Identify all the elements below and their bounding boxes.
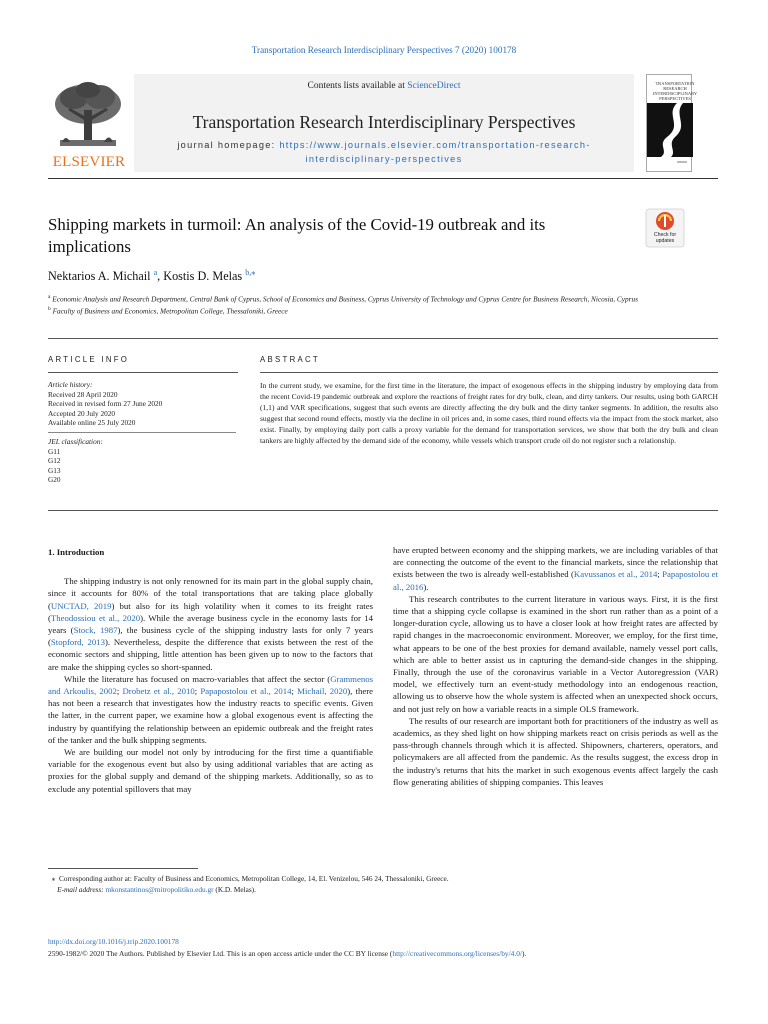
affiliation-item bbox=[48, 304, 668, 316]
affiliation-marker: a bbox=[48, 294, 51, 300]
journal-homepage bbox=[154, 138, 614, 166]
abstract-bottom-divider bbox=[48, 510, 718, 511]
homepage-label: journal homepage: bbox=[177, 140, 280, 150]
license-link[interactable]: http://creativecommons.org/licenses/by/4.0/ bbox=[392, 948, 522, 958]
abstract-rule bbox=[260, 372, 718, 373]
check-line-2: updates bbox=[655, 238, 675, 244]
jel-code: G20 bbox=[48, 475, 61, 485]
citation-link[interactable]: Theodossiou et al., 2020 bbox=[50, 612, 141, 623]
author-name: Kostis D. Melas bbox=[163, 269, 243, 284]
doi-link[interactable]: http://dx.doi.org/10.1016/j.trip.2020.100178 bbox=[48, 937, 179, 946]
affiliation-marker: b bbox=[48, 306, 51, 313]
email-suffix: (K.D. Melas). bbox=[213, 884, 256, 894]
journal-cover-thumbnail[interactable] bbox=[646, 74, 698, 172]
corresponding-author-text: Corresponding author at: Faculty of Business and Economics, Metropolitan College, 14, El. Venizelou, 546 24, Thessaloniki, Greece. bbox=[58, 874, 449, 883]
jel-label: JEL classification: bbox=[48, 436, 103, 446]
body-text: The results of our research are important both for practitioners of the industry as well as academics, as they shed light on how shipping markets react on crisis periods as well as the pass-through channels through which it is affected. Shipowners, charterers, operators, and policymakers are all affected from the pandemic. As the results suggest, the excess drop in the industry's returns that hits the market in such exogenous events affect largely the cash flow generating abilities of shipping companies. This leaves bbox=[393, 715, 718, 787]
masthead-divider bbox=[48, 178, 718, 179]
body-text: ), there has not been a research that investigates how the industry reacts to specific events. Given the latter, in the current paper, we examine how a global exogenous event is affecting the industry by quantifying the relationship between an epidemic outbreak and the freight rates of the tanker and the bulk shipping segments. bbox=[48, 686, 374, 745]
sciencedirect-link[interactable]: ScienceDirect bbox=[407, 81, 461, 91]
body-paragraph bbox=[48, 575, 373, 673]
abstract-text: In the current study, we examine, for the first time in the literature, the impact of exogenous effects in the shipping industry by employing data from the recent Covid-19 pandemic outbreak and explore the reactions of freight rates for dry bulk, clean, and dirty tankers. Our results, using both GARCH (1,1) and VAR specifications, suggest that such events are directly affecting the dry bulk and the dirty tanker segments. In addition, the results also suggest that second round effects, mostly via the decline in oil prices and, in some cases, third round effects via the impact from the stock market, also exist. Finally, by employing daily port calls a proxy variable for the demand for transportation services, we show that both the dry bulk and clean tankers are highly affected by the demand side of the economy, while vessels which transport crude oil do not register such a relationship. bbox=[260, 381, 718, 445]
journal-masthead bbox=[48, 74, 698, 172]
body-text: ). While the average business cycle in the economy lasts for 14 years ( bbox=[48, 612, 373, 636]
affiliation-text: Faculty of Business and Economics, Metropolitan College, Thessaloniki, Greece bbox=[52, 306, 288, 316]
affiliation-text: Economic Analysis and Research Department, Central Bank of Cyprus, School of Economics and Business, Cyprus University of Technology and Cyprus Centre for Business Research, Nicosia, Cyprus bbox=[52, 294, 638, 304]
history-item: Received 28 April 2020 bbox=[48, 389, 118, 399]
footnote-marker: ⁎ bbox=[51, 874, 56, 883]
body-text: ; bbox=[116, 686, 123, 697]
body-text: While the literature has focused on macro-variables that affect the sector ( bbox=[64, 673, 331, 684]
check-line-1: Check for bbox=[653, 232, 677, 238]
body-text: ) but also for its high volatility when it comes to its freight rates ( bbox=[48, 600, 373, 623]
body-text: ; bbox=[291, 686, 298, 697]
cover-road-graphic-icon bbox=[647, 75, 693, 173]
footnote-line bbox=[48, 885, 708, 896]
elsevier-logo[interactable] bbox=[48, 80, 128, 168]
history-item: Available online 25 July 2020 bbox=[48, 418, 136, 428]
citation-link[interactable]: Stopford, 2013 bbox=[50, 637, 105, 648]
body-text: ; bbox=[657, 569, 663, 580]
citation-link[interactable]: Kavussanos et al., 2014 bbox=[573, 569, 658, 580]
body-paragraph bbox=[393, 715, 718, 788]
author-name: Nektarios A. Michail bbox=[48, 269, 151, 284]
body-column-left bbox=[48, 544, 373, 795]
email-link[interactable]: mkonstantinos@mitropolitiko.edu.gr bbox=[105, 884, 214, 894]
article-title: Shipping markets in turmoil: An analysis of the Covid-19 outbreak and its implications bbox=[48, 215, 546, 256]
body-text: ), the business cycle of the shipping industry lasts for only 7 years ( bbox=[48, 625, 373, 648]
homepage-link-part-2[interactable]: interdisciplinary-perspectives bbox=[305, 154, 463, 164]
author-affiliation-link[interactable]: a bbox=[153, 268, 158, 277]
doi-license-block bbox=[48, 936, 718, 959]
jel-code: G13 bbox=[48, 465, 61, 475]
citation-link[interactable]: Papapostolou et al., 2014 bbox=[200, 686, 292, 697]
affiliations bbox=[48, 292, 668, 317]
license-line bbox=[48, 948, 718, 960]
jel-code: G12 bbox=[48, 456, 61, 466]
citation-link[interactable]: UNCTAD, 2019 bbox=[50, 600, 112, 611]
citation-link[interactable]: Stock, 1987 bbox=[73, 625, 118, 636]
front-matter-divider bbox=[48, 338, 718, 339]
info-separator bbox=[48, 432, 236, 433]
body-text: This research contributes to the current literature in various ways. First, it is the first time that a shipping cycle collapse is examined in the short run rather than as a point of a longer-duration cycle, allowing us to have a closer look at how freight rates are affected by rapid changes in the macroeconomic environment. Moreover, we employ, for the first time, what appears to be one of the best proxies for demand available, namely vessel port calls, which are able to better assist us in capturing the demand-side changes in the shipping. Finally, through the use of the coronavirus variable in a Vector Autoregression (VAR) model, we effectively turn an event-study methodology into an endogenous reaction, allowing us to observe how the whole system is affected when an unexpected shock occurs, and not just rely on how a variable reacts in a simple OLS framework. bbox=[393, 593, 718, 714]
corresponding-author-footnote bbox=[48, 874, 708, 895]
article-info-panel bbox=[48, 380, 238, 485]
affiliation-item bbox=[48, 292, 668, 304]
elsevier-tree-icon bbox=[48, 80, 128, 154]
body-text: have erupted between economy and the shipping markets, we are including variables of that are connecting the outcome of the event to the financial markets, since the relationship that exists between the two is already well-established ( bbox=[393, 545, 718, 580]
journal-title: Transportation Research Interdisciplinary Perspectives bbox=[192, 112, 576, 132]
author-affiliation-link[interactable]: b,⁎ bbox=[245, 268, 256, 277]
elsevier-wordmark: ELSEVIER bbox=[52, 154, 126, 170]
citation-link[interactable]: Papapostolou et al., 2016 bbox=[393, 569, 718, 592]
body-text: ). bbox=[423, 581, 429, 592]
citation-link[interactable]: Michail, 2020 bbox=[297, 686, 348, 697]
article-info-rule bbox=[48, 372, 238, 373]
license-suffix: ). bbox=[521, 948, 527, 958]
homepage-link-part-1[interactable]: https://www.journals.elsevier.com/transportation-research- bbox=[279, 140, 591, 150]
body-text: ; bbox=[194, 686, 201, 697]
footnote-divider bbox=[48, 868, 198, 869]
contents-available-line bbox=[134, 81, 634, 91]
body-column-right bbox=[393, 544, 718, 788]
body-paragraph bbox=[48, 673, 373, 746]
citation-link[interactable]: Drobetz et al., 2010 bbox=[122, 686, 195, 697]
journal-reference[interactable]: Transportation Research Interdisciplinary Perspectives 7 (2020) 100178 bbox=[251, 45, 517, 55]
body-paragraph bbox=[48, 746, 373, 795]
footnote-line bbox=[48, 874, 708, 885]
cover-title: TRANSPORTATION RESEARCH INTERDISCIPLINARY PERSPECTIVES bbox=[652, 81, 698, 101]
body-text: ). Nevertheless, despite the difference that exists between the rest of the economic sectors and shipping, little attention has been given up to now to the factors that are make the shipping cycles so short-spanned. bbox=[48, 637, 373, 672]
body-text: We are building our model not only by introducing for the first time a quantifiable variable for the exogenous event but also by using additional variables that are acting as proxies for the global supply and demand of the shipping markets. Additionally, so as to exclude any potential spillovers that may bbox=[48, 747, 373, 794]
masthead-banner bbox=[134, 74, 634, 172]
body-text: The shipping industry is not only renowned for its main part in the global supply chain, since it accounts for 80% of the total transportations that are taking place globally ( bbox=[48, 576, 373, 611]
contents-prefix: Contents lists available at bbox=[307, 81, 408, 91]
body-paragraph bbox=[393, 593, 718, 715]
abstract-heading: ABSTRACT bbox=[260, 355, 320, 364]
history-label: Article history: bbox=[48, 380, 93, 389]
check-for-updates-label bbox=[645, 232, 685, 244]
author-list: Nektarios A. Michail $^a$, Kostis D. Melas $^{b,⁎}$ bbox=[48, 268, 256, 284]
body-paragraph bbox=[393, 544, 718, 593]
citation-link[interactable]: Grammenos and Arkoulis, 2002 bbox=[48, 673, 373, 697]
section-heading-introduction: 1. Introduction bbox=[48, 547, 105, 557]
jel-code: G11 bbox=[48, 446, 61, 456]
history-item: Accepted 20 July 2020 bbox=[48, 408, 116, 418]
history-item: Received in revised form 27 June 2020 bbox=[48, 399, 163, 409]
email-label: E-mail address: bbox=[57, 884, 106, 894]
license-prefix: 2590-1982/© 2020 The Authors. Published by Elsevier Ltd. This is an open access article under the CC BY license ( bbox=[48, 948, 393, 958]
article-info-heading: ARTICLE INFO bbox=[48, 355, 130, 364]
